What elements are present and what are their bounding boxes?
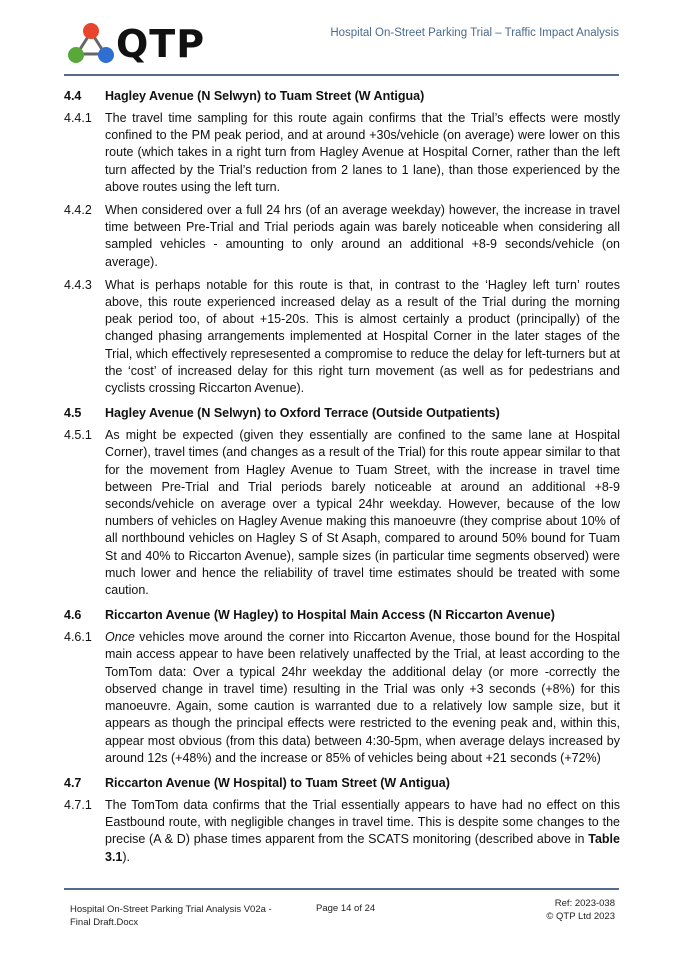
- section-number: 4.4: [64, 89, 82, 103]
- paragraph-tail: ).: [122, 849, 131, 864]
- footer-filename: [70, 903, 280, 929]
- section-number: 4.6: [64, 608, 82, 623]
- footer-filename-line2: Final Draft.Docx: [70, 917, 139, 928]
- reference-number: Ref: 2023-038: [554, 898, 615, 909]
- paragraph-number: 4.4.3: [64, 277, 92, 292]
- section-heading: [64, 775, 620, 792]
- section-4-4: [64, 88, 620, 397]
- molecule-logo-icon: [66, 20, 116, 68]
- paragraph-text: [105, 629, 620, 767]
- logo-wordmark: QTP: [116, 22, 206, 66]
- section-number: 4.5: [64, 406, 82, 421]
- paragraph: [64, 110, 620, 196]
- footer-divider: [64, 888, 619, 890]
- section-title: Hagley Avenue (N Selwyn) to Tuam Street (W Antigua): [105, 89, 425, 103]
- paragraph-text: What is perhaps notable for this route is that, in contrast to the ‘Hagley left turn’ routes above, this route experienced increased delay as a result of the Trial during the morning peak period too, of about +15-20s. This is almost certainly a product (principally) of the changed phasing arrangements implemented at Hospital Corner in the later stages of the Trial, which effectively represesented a compromise to reduce the delay for left-turners but at the ‘cost’ of increased delay for this right turn movement (as well as for pedestrians and cyclists crossing Riccarton Avenue).: [105, 277, 620, 396]
- section-heading: [64, 607, 620, 624]
- section-title: Riccarton Avenue (W Hospital) to Tuam Street (W Antigua): [105, 775, 450, 790]
- section-title: Hagley Avenue (N Selwyn) to Oxford Terrace (Outside Outpatients): [105, 406, 500, 421]
- paragraph: [64, 797, 620, 866]
- paragraph-number: 4.7.1: [64, 797, 92, 812]
- paragraph: [64, 202, 620, 271]
- italic-lead: Once: [105, 630, 135, 645]
- company-logo: [66, 20, 216, 68]
- section-4-5: [64, 405, 620, 599]
- page-number: Page 14 of 24: [316, 903, 376, 914]
- paragraph: [64, 277, 620, 397]
- paragraph-body: The TomTom data confirms that the Trial essentially appears to have had no effect on this Eastbound route, with negligible changes in travel time. This is despite some changes to the precise (A & D) phase times apparent from the SCATS monitoring (described above in: [105, 797, 620, 847]
- paragraph-number: 4.4.1: [64, 111, 92, 125]
- section-heading: [64, 88, 620, 105]
- footer-reference: [546, 897, 615, 923]
- document-body: [64, 88, 620, 874]
- section-title: Riccarton Avenue (W Hagley) to Hospital Main Access (N Riccarton Avenue): [105, 608, 555, 623]
- paragraph-text: The travel time sampling for this route again confirms that the Trial’s effects were mostly confined to the PM peak period, and at around +30s/vehicle (on average) were lower on this route (which takes in a right turn from Hagley Avenue at Hospital Corner, rather than the left turn affected by the Trial’s reduction from 2 lanes to 1 lane), than those experienced by the above routes using the left turn.: [105, 111, 620, 194]
- paragraph-text: [105, 797, 620, 866]
- table-reference: Table 3.1: [105, 832, 620, 864]
- section-4-7: [64, 775, 620, 866]
- paragraph-text: When considered over a full 24 hrs (of an average weekday) however, the increase in travel time between Pre-Trial and Trial periods again was barely noticeable when considering all sampled vehicles - amounting to only around an additional +8-9 seconds/vehicle (on average).: [105, 203, 620, 269]
- paragraph: [64, 427, 620, 599]
- document-title: Hospital On-Street Parking Trial – Traffic Impact Analysis: [330, 27, 619, 39]
- section-number: 4.7: [64, 775, 82, 790]
- header-divider: [64, 74, 619, 76]
- paragraph: [64, 629, 620, 767]
- paragraph-number: 4.4.2: [64, 203, 92, 218]
- paragraph-number: 4.6.1: [64, 630, 92, 645]
- section-heading: [64, 405, 620, 422]
- footer-filename-line1: Hospital On-Street Parking Trial Analysis V02a -: [70, 904, 272, 915]
- section-4-6: [64, 607, 620, 767]
- paragraph-number: 4.5.1: [64, 428, 92, 443]
- paragraph-text: As might be expected (given they essentially are confined to the same lane at Hospital Corner), travel times (and changes as a result of the Trial) for this route appear similar to that for the movement from Hagley Avenue to Tuam Street, with the increase in travel time between Pre-Trial and Trial periods barely noticeable at around an additional +8-9 seconds/vehicle on average over a typical 24hr weekday. However, because of the low numbers of vehicles on Hagley Avenue making this manoeuvre (they comprise about 10% of all northbound vehicles on Hagley S of St Asaph, compared to around 50% bound for Tuam St and 40% to Riccarton Avenue), sample sizes (in particular time segments observed) were much lower and hence the reliability of travel time estimates should be treated with some caution.: [105, 428, 620, 598]
- paragraph-body: vehicles move around the corner into Riccarton Avenue, those bound for the Hospital main access appear to have been relatively unaffected by the Trial, at least according to the TomTom data: Over a typical 24hr weekday the additional delay (or more -correctly the observed change in travel time) resulting in the Trial was only +3 seconds (+8%) for this manoeuvre. Again, some caution is warranted due to a relatively low sample size, but it appears as though the principal effects were restricted to the evening peak and, within this, appear most obvious (from this data) between 4:30-5pm, when average delays increased by around 12s (+48%) and the increase or 85% of vehicles being about +21 seconds (+72%): [105, 630, 620, 765]
- page-header: [0, 0, 675, 80]
- copyright-notice: © QTP Ltd 2023: [546, 911, 615, 922]
